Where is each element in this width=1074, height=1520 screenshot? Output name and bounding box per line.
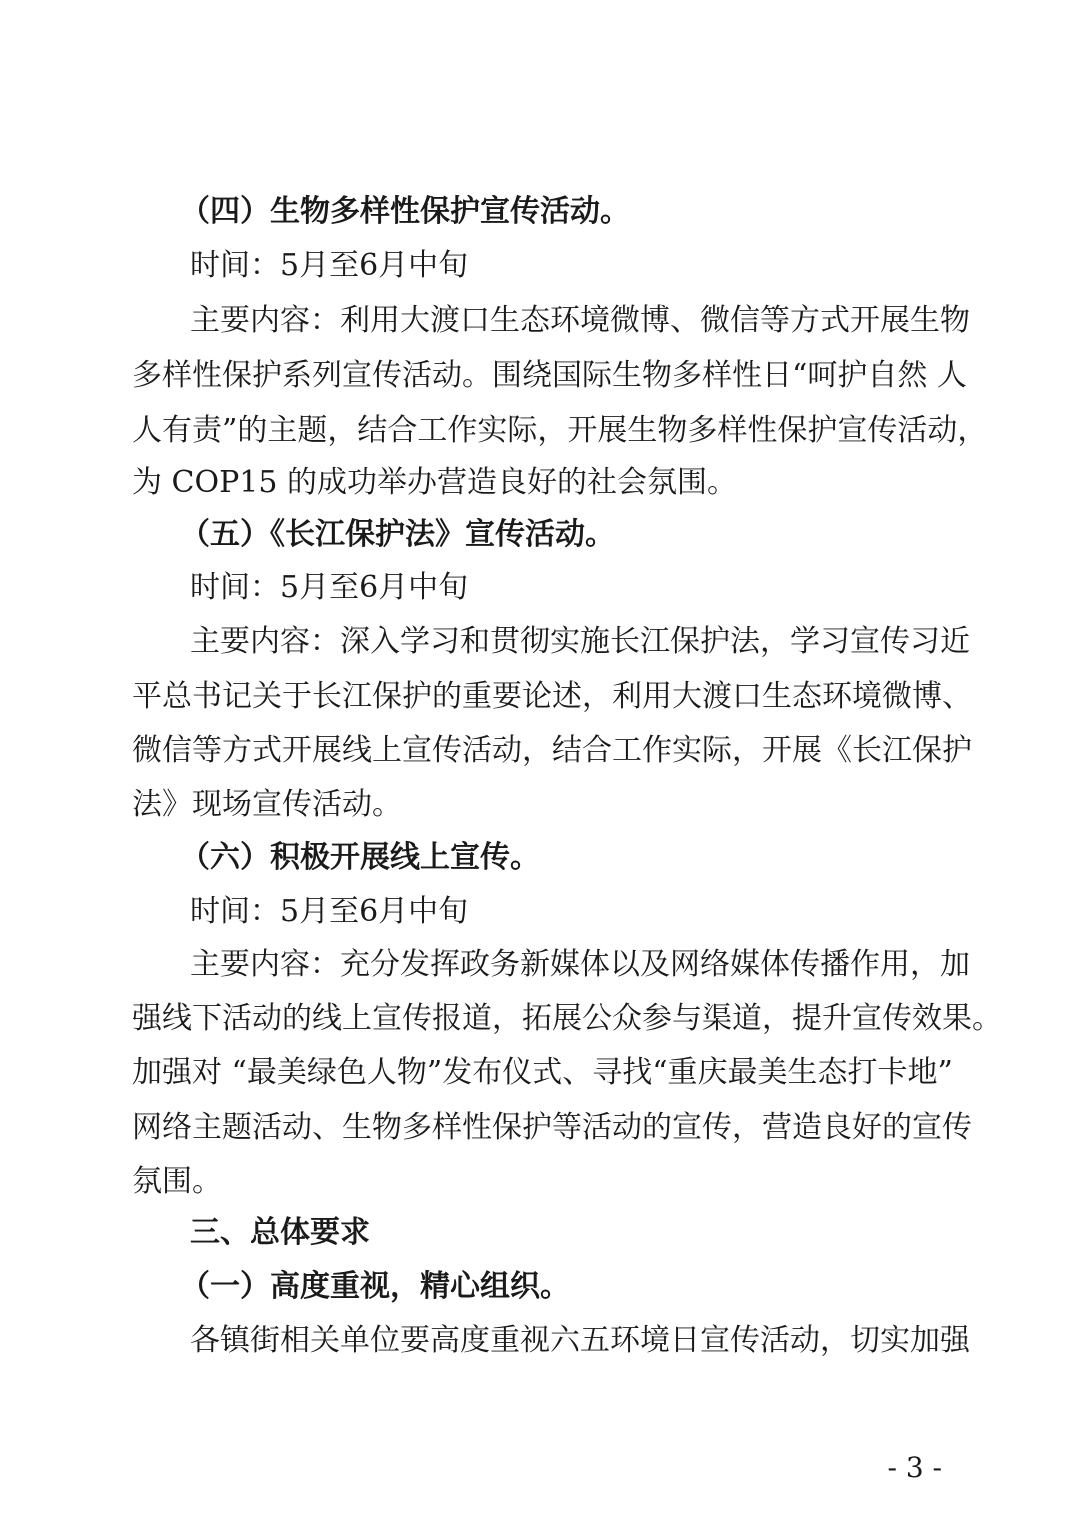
time-line-5: 时间：5月至6月中旬 — [190, 570, 469, 605]
body-text-line: 微信等方式开展线上宣传活动，结合工作实际，开展《长江保护 — [132, 733, 972, 768]
body-text-line: 法》现场宣传活动。 — [132, 787, 402, 822]
body-text-line: 平总书记关于长江保护的重要论述，利用大渡口生态环境微博、 — [132, 679, 972, 714]
body-text-line: 主要内容：充分发挥政务新媒体以及网络媒体传播作用，加 — [190, 947, 970, 982]
body-text-line: 强线下活动的线上宣传报道，拓展公众参与渠道，提升宣传效果。 — [132, 1001, 1002, 1036]
section-heading-5: （五）《长江保护法》宣传活动。 — [180, 517, 615, 552]
subsection-heading-1: （一）高度重视，精心组织。 — [180, 1269, 570, 1304]
section-title-requirements: 三、总体要求 — [190, 1215, 370, 1250]
body-text-line: 人有责”的主题，结合工作实际，开展生物多样性保护宣传活动， — [132, 413, 988, 448]
section-heading-4: （四）生物多样性保护宣传活动。 — [180, 194, 630, 229]
page-number: - 3 - — [887, 1451, 942, 1484]
body-text-line: 多样性保护系列宣传活动。围绕国际生物多样性日“呵护自然 人 — [132, 358, 967, 393]
body-text-line: 主要内容：利用大渡口生态环境微博、微信等方式开展生物 — [190, 303, 970, 338]
body-text-line: 网络主题活动、生物多样性保护等活动的宣传，营造良好的宣传 — [132, 1110, 972, 1145]
body-text-line: 加强对 “最美绿色人物”发布仪式、寻找“重庆最美生态打卡地” — [132, 1055, 953, 1090]
body-text-line: 主要内容：深入学习和贯彻实施长江保护法，学习宣传习近 — [190, 624, 970, 659]
time-line-6: 时间：5月至6月中旬 — [190, 894, 469, 929]
time-line-4: 时间：5月至6月中旬 — [190, 248, 469, 283]
body-text-line: 氛围。 — [132, 1164, 222, 1199]
body-text-line: 各镇街相关单位要高度重视六五环境日宣传活动，切实加强 — [190, 1323, 970, 1358]
section-heading-6: （六）积极开展线上宣传。 — [180, 840, 540, 875]
body-text-line: 为 COP15 的成功举办营造良好的社会氛围。 — [132, 465, 737, 500]
